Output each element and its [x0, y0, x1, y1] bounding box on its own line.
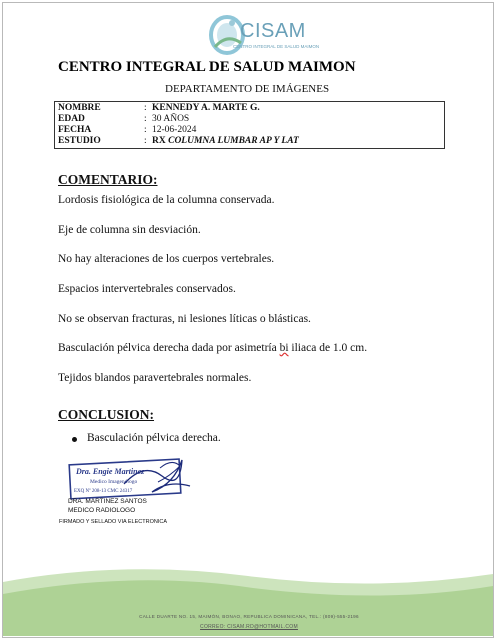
comment-line-part: Basculación pélvica derecha dada por asimetría [58, 342, 280, 354]
spellcheck-mark: bi [279, 342, 289, 354]
study-label: ESTUDIO [58, 136, 101, 146]
study-row [58, 136, 299, 147]
name-colon: : [144, 103, 147, 113]
signature-stamp [64, 454, 198, 504]
comment-line: Lordosis fisiológica de la columna conservada. [58, 194, 275, 206]
comment-line: No se observan fracturas, ni lesiones líticas o blásticas. [58, 313, 311, 325]
name-value: KENNEDY A. MARTE G. [152, 103, 260, 113]
bullet-icon [72, 437, 77, 442]
date-row [58, 125, 196, 136]
age-row [58, 114, 189, 125]
stamp-role: Medico Imagenólogo [90, 479, 138, 485]
age-label: EDAD [58, 114, 85, 124]
stamp-name: Dra. Engie Martinez [76, 467, 145, 476]
comment-line: Tejidos blandos paravertebrales normales. [58, 372, 252, 384]
date-label: FECHA [58, 125, 92, 135]
study-value: COLUMNA LUMBAR AP Y LAT [168, 136, 299, 146]
comment-line: No hay alteraciones de los cuerpos vertebrales. [58, 253, 275, 265]
logo-text: CISAM [240, 20, 306, 42]
logo-subtitle: CENTRO INTEGRAL DE SALUD MAIMON [233, 44, 320, 49]
name-label: NOMBRE [58, 103, 101, 113]
age-colon: : [144, 114, 147, 124]
comment-line: Eje de columna sin desviación. [58, 224, 201, 236]
footer-email[interactable]: CORREO: CISAM.RD@HOTMAIL.COM [200, 624, 298, 630]
patient-info-box [54, 101, 445, 149]
signer-name: DRA. MARTINEZ SANTOS [68, 498, 147, 505]
comment-heading: COMENTARIO: [58, 172, 158, 187]
conclusion-heading: CONCLUSION: [58, 407, 155, 422]
footer-address: CALLE DUARTE NO. 15, MAIMÓN, BONAO, REPUBLICA DOMINICANA, TEL.: (809)-555-2196 [139, 614, 359, 619]
age-value: 30 AÑOS [152, 114, 190, 124]
comment-line-part: iliaca de 1.0 cm. [288, 342, 368, 354]
comment-line: Espacios intervertebrales conservados. [58, 283, 236, 295]
stamp-exequatur: EXQ Nº 208-13 CMC 24317 [74, 489, 133, 494]
comment-line [58, 342, 367, 354]
signer-role: MEDICO RADIOLOGO [68, 507, 136, 514]
conclusion-item: Basculación pélvica derecha. [87, 432, 221, 444]
department-title: DEPARTAMENTO DE IMÁGENES [165, 83, 330, 95]
study-prefix: RX [152, 136, 166, 146]
center-name: CENTRO INTEGRAL DE SALUD MAIMON [58, 59, 356, 75]
date-colon: : [144, 125, 147, 135]
signature-note: FIRMADO Y SELLADO VIA ELECTRONICA [59, 519, 167, 525]
date-value: 12-06-2024 [152, 125, 197, 135]
name-row [58, 103, 260, 114]
study-colon: : [144, 136, 147, 146]
